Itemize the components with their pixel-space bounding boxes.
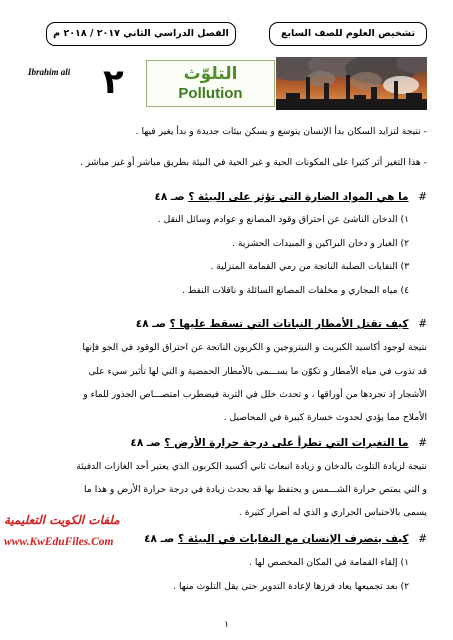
header-subject-box: تشخيص العلوم للصف السابع — [269, 22, 427, 46]
lesson-title-box — [146, 60, 275, 107]
intro-line-2: - هذا التغير أثر كثيرا على المكونات الحية و غير الحية في البيئة بطريق مباشر أو غير مباشر . — [79, 157, 427, 168]
list-item: ١) إلقاء القمامة في المكان المخصص لها . — [249, 557, 409, 568]
list-item: ٤) مياه المجاري و مخلفات المصانع السائلة و ناقلات النفط . — [182, 285, 409, 296]
page-reference: صـ ٤٨ — [135, 318, 166, 330]
factory-smoke-image — [276, 57, 427, 110]
question-marker: # — [418, 318, 427, 330]
paragraph-line: قد تذوب في مياه الأمطار و تكوّن ما يســـمى بالأمطار الحمضية و التي لها تأثير سيء على — [88, 366, 427, 377]
question-text: كيف يتصرف الإنسان مع النفايات في البيئة ؟ — [177, 533, 409, 545]
question-harmful-substances — [22, 191, 427, 203]
page-reference: صـ ٤٨ — [144, 533, 175, 545]
question-marker: # — [418, 533, 427, 545]
author-name: Ibrahim ali — [28, 67, 71, 77]
header-term-box: الفصل الدراسي الثاني ٢٠١٧ / ٢٠١٨ م — [46, 22, 236, 46]
question-marker: # — [418, 191, 427, 203]
lesson-number: ٢ — [103, 62, 124, 102]
lesson-title-arabic: التلوّث — [183, 64, 238, 84]
watermark-arabic: ملفات الكويت التعليمية — [4, 513, 120, 527]
lesson-title-english: Pollution — [178, 85, 243, 102]
list-item: ٢) بعد تجميعها يعاد فرزها لإعادة التدوير حتى يقل التلوث منها . — [173, 581, 409, 592]
paragraph-line: الأملاح مما يؤدي لحدوث خسارة كبيرة في المحاصيل . — [223, 412, 427, 423]
intro-line-1: - نتيجة لتزايد السكان بدأ الإنسان يتوسع و يسكن بيئات جديدة و بدأ يغير فيها . — [135, 126, 427, 137]
paragraph-line: و التي يمتص حرارة الشـــمس و يحتفظ بها قد يحدث زيادة في درجة حرارة الأرض و هذا ما — [84, 484, 427, 495]
paragraph-line: نتيجة لزيادة التلوث بالدخان و زيادة انبعاث ثاني أكسيد الكربون الذي يعتبر أحد الغازات الدفيئة — [76, 461, 427, 472]
question-text: ما التغيرات التي تطرأ على درجة حرارة الأرض ؟ — [164, 437, 409, 449]
page-reference: صـ ٤٨ — [154, 191, 185, 203]
question-earth-temperature — [22, 437, 427, 449]
question-marker: # — [418, 437, 427, 449]
list-item: ٣) النفايات الصلبة الناتجة من رمي القمامة المنزلية . — [210, 261, 409, 272]
list-item: ١) الدخان الناشئ عن احتراق وقود المصانع و عوادم وسائل النقل . — [157, 214, 409, 225]
question-acid-rain — [22, 318, 427, 330]
question-text: كيف تقتل الأمطار النباتات التي تسقط عليها ؟ — [169, 318, 409, 330]
page-reference: صـ ٤٨ — [130, 437, 161, 449]
watermark-url: www.KwEduFiles.Com — [4, 536, 114, 548]
list-item: ٢) الغبار و دخان البراكين و المبيدات الحشرية . — [232, 238, 409, 249]
paragraph-line: يسمى بالاحتباس الحراري و الذي له أضرار كثيرة . — [238, 507, 427, 518]
question-text: ما هي المواد الضارة التي تؤثر على البيئة ؟ — [188, 191, 409, 203]
page-number: ١ — [224, 620, 229, 630]
pollution-photo — [276, 57, 427, 110]
paragraph-line: نتيجة لوجود أكاسيد الكبريت و النيتروجين و الكربون الناتجة عن احتراق الوقود في الجو فإنها — [82, 342, 427, 353]
paragraph-line: الأشجار إذ تجردها من أوراقها ، و تحدث خلل في التربة فيضطرب امتصـــاص الجذور للماء و — [83, 389, 427, 400]
